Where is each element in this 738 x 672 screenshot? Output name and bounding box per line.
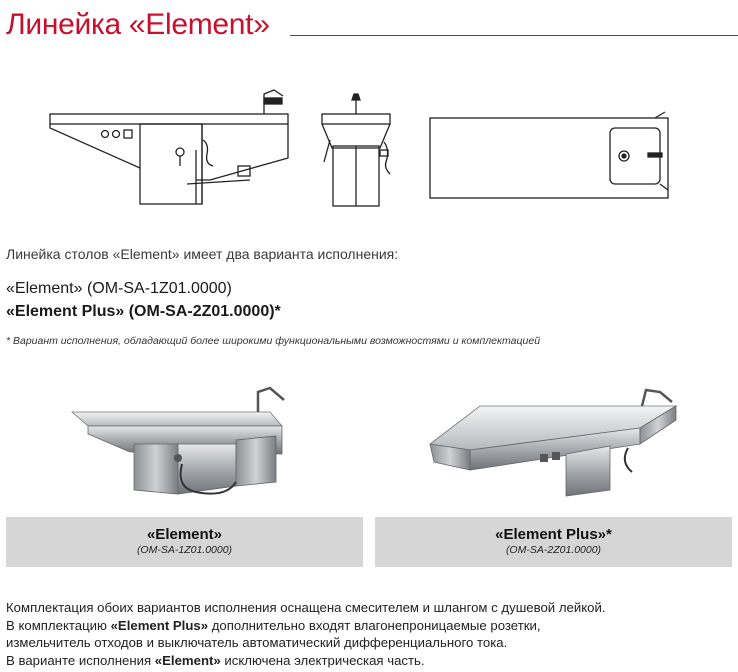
description-line-4-pre: В варианте исполнения <box>6 652 155 668</box>
description-line-4-bold: «Element» <box>154 652 221 668</box>
top-view-drawing <box>430 112 668 198</box>
side-view-drawing <box>322 94 390 206</box>
intro-text: Линейка столов «Element» имеет два варианта исполнения: <box>6 246 399 262</box>
caption-element <box>6 517 363 567</box>
description-line-2-post: дополнительно входят влагонепроницаемые розетки, <box>208 617 541 633</box>
technical-drawings <box>0 80 738 220</box>
description-line-4-post: исключена электрическая часть. <box>220 652 425 668</box>
description-line-1: Комплектация обоих вариантов исполнения оснащена смесителем и шлангом с душевой лейкой. <box>6 600 606 615</box>
element-plus-table-photo <box>430 390 676 496</box>
description-line-2-pre: В комплектацию <box>6 617 111 633</box>
description-line-2-bold: «Element Plus» <box>110 617 209 633</box>
description-line-3: измельчитель отходов и выключатель автоматический дифференциального тока. <box>6 635 508 650</box>
caption-element-code: (OM-SA-1Z01.0000) <box>136 544 233 556</box>
variant-element-plus: «Element Plus» (OM-SA-2Z01.0000)* <box>6 303 281 320</box>
description-line-4 <box>6 652 732 670</box>
description-paragraph <box>6 599 732 669</box>
front-view-drawing <box>50 90 288 204</box>
description-line-2 <box>6 617 732 635</box>
title-underline <box>290 35 738 36</box>
element-table-photo <box>72 388 284 494</box>
variant-element: «Element» (OM-SA-1Z01.0000) <box>6 280 232 297</box>
variant-footnote: * Вариант исполнения, обладающий более широкими функциональными возможностями и комплектацией <box>6 335 541 347</box>
product-photos <box>0 370 738 510</box>
page-title: Линейка «Element» <box>6 8 270 41</box>
caption-element-name: «Element» <box>146 526 223 543</box>
page-header <box>6 8 732 48</box>
caption-element-plus-code: (OM-SA-2Z01.0000) <box>505 544 602 556</box>
caption-element-plus-name: «Element Plus»* <box>495 526 612 543</box>
caption-element-plus <box>375 517 732 567</box>
